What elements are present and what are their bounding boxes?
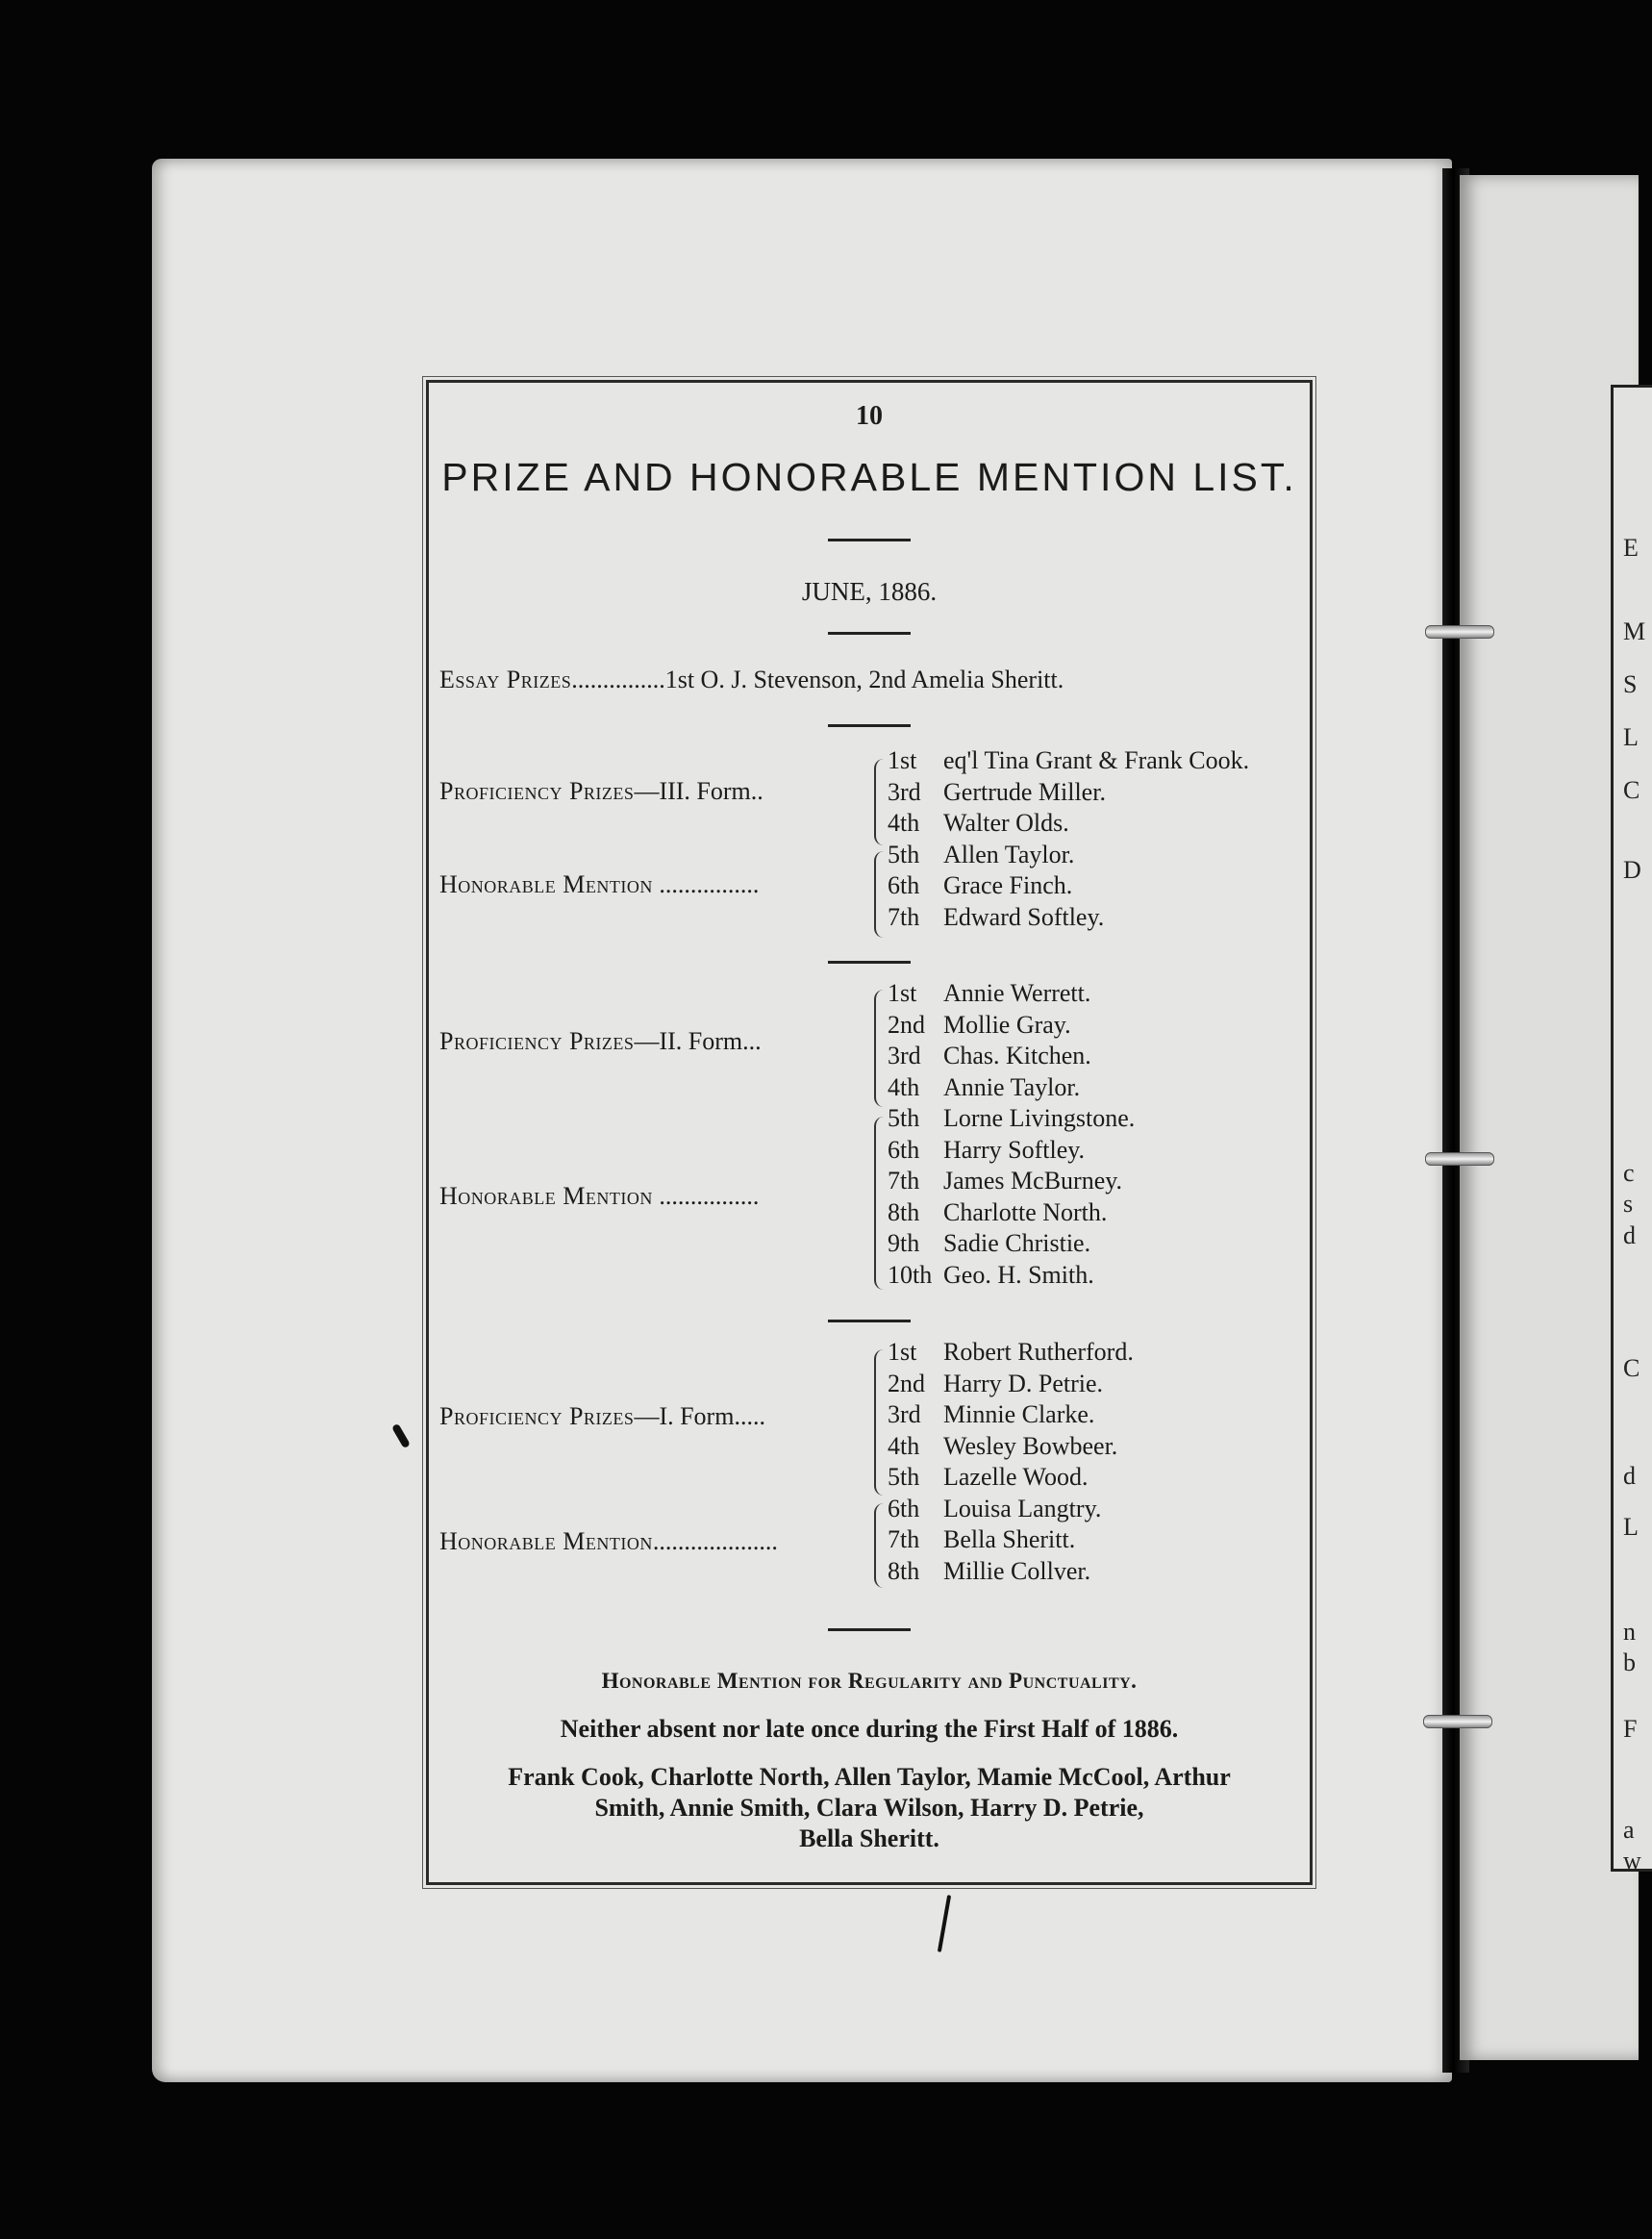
entry-name: Grace Finch. bbox=[943, 871, 1073, 899]
entry-rank: 6th bbox=[888, 1135, 920, 1164]
prize-entry bbox=[888, 1010, 1135, 1042]
entry-rank: 7th bbox=[888, 902, 920, 931]
facing-page-letter: c bbox=[1623, 1159, 1635, 1187]
entry-rank: 5th bbox=[888, 840, 920, 868]
entry-rank: 1st bbox=[888, 746, 917, 774]
prize-entry bbox=[888, 1103, 1135, 1135]
prize-entry bbox=[888, 1166, 1135, 1197]
leader-dots: ............... bbox=[571, 666, 665, 693]
entry-name: Gertrude Miller. bbox=[943, 777, 1106, 806]
entry-rank: 6th bbox=[888, 1494, 920, 1522]
entry-rank: 2nd bbox=[888, 1369, 925, 1397]
essay-prizes-winners: 1st O. J. Stevenson, 2nd Amelia Sheritt. bbox=[664, 666, 1064, 693]
entry-name: eq'l Tina Grant & Frank Cook. bbox=[943, 746, 1250, 774]
prize-entry bbox=[888, 1041, 1135, 1072]
regularity-heading: Honorable Mention for Regularity and Punctuality. bbox=[601, 1669, 1138, 1693]
divider bbox=[828, 1628, 911, 1631]
prize-entry bbox=[888, 1462, 1134, 1494]
regularity-names bbox=[426, 1762, 1313, 1854]
facing-page-letter: C bbox=[1623, 1354, 1640, 1382]
entry-rank: 6th bbox=[888, 871, 920, 899]
essay-prizes-row bbox=[439, 666, 1064, 694]
prize-entry bbox=[888, 978, 1135, 1010]
prize-entry bbox=[888, 1260, 1135, 1292]
brace bbox=[874, 990, 884, 1107]
entry-rank: 5th bbox=[888, 1463, 920, 1491]
entry-name: Bella Sheritt. bbox=[943, 1525, 1076, 1553]
names-line: Frank Cook, Charlotte North, Allen Taylor, Mamie McCool, Arthur bbox=[508, 1763, 1231, 1791]
entry-rank: 3rd bbox=[888, 1042, 921, 1069]
entry-name: Lazelle Wood. bbox=[943, 1463, 1089, 1491]
facing-page-letter: L bbox=[1623, 1513, 1639, 1541]
prize-entry bbox=[888, 1197, 1135, 1229]
prize-entry bbox=[888, 808, 1249, 840]
entry-rank: 2nd bbox=[888, 1010, 925, 1039]
entry-rank: 1st bbox=[888, 979, 917, 1007]
brace bbox=[874, 759, 884, 845]
form3-entries bbox=[888, 745, 1249, 933]
entry-rank: 8th bbox=[888, 1556, 920, 1585]
entry-name: Sadie Christie. bbox=[943, 1229, 1091, 1257]
facing-page-letter: L bbox=[1623, 723, 1639, 751]
prize-entry bbox=[888, 1431, 1134, 1463]
prize-entry bbox=[888, 870, 1249, 902]
entry-name: Annie Werrett. bbox=[943, 979, 1091, 1007]
entry-name: Mollie Gray. bbox=[943, 1010, 1071, 1039]
facing-page-letter: n bbox=[1623, 1618, 1636, 1646]
names-line: Smith, Annie Smith, Clara Wilson, Harry D. Petrie, bbox=[594, 1794, 1144, 1822]
entry-name: Walter Olds. bbox=[943, 809, 1069, 837]
entry-rank: 3rd bbox=[888, 1400, 921, 1428]
form2-entries bbox=[888, 978, 1135, 1291]
entry-name: Lorne Livingstone. bbox=[943, 1104, 1136, 1132]
entry-name: Minnie Clarke. bbox=[943, 1400, 1095, 1428]
facing-page-letter: s bbox=[1623, 1190, 1634, 1218]
prize-entry bbox=[888, 1556, 1134, 1588]
entry-rank: 4th bbox=[888, 1431, 920, 1460]
facing-page-letter: D bbox=[1623, 856, 1641, 884]
entry-name: Louisa Langtry. bbox=[943, 1494, 1102, 1522]
regularity-subheading: Neither absent nor late once during the First Half of 1886. bbox=[560, 1715, 1179, 1743]
prize-entry bbox=[888, 1228, 1135, 1260]
facing-page-letter: b bbox=[1623, 1648, 1636, 1676]
entry-name: Chas. Kitchen. bbox=[943, 1042, 1091, 1069]
entry-name: Wesley Bowbeer. bbox=[943, 1431, 1118, 1460]
facing-page-letter: C bbox=[1623, 776, 1640, 804]
form1-prizes-label: Proficiency Prizes—I. Form..... bbox=[439, 1402, 765, 1430]
page-title: PRIZE AND HONORABLE MENTION LIST. bbox=[441, 455, 1297, 499]
form2-mention-label: Honorable Mention ................ bbox=[439, 1182, 760, 1210]
list-date: JUNE, 1886. bbox=[801, 577, 938, 606]
form1-entries bbox=[888, 1337, 1134, 1587]
entry-name: Robert Rutherford. bbox=[943, 1338, 1134, 1366]
entry-rank: 4th bbox=[888, 1072, 920, 1101]
prize-entry bbox=[888, 777, 1249, 809]
binding-staple bbox=[1423, 1715, 1492, 1728]
brace bbox=[874, 1349, 884, 1496]
prize-entry bbox=[888, 1072, 1135, 1104]
entry-rank: 8th bbox=[888, 1197, 920, 1226]
form2-prizes-label: Proficiency Prizes—II. Form... bbox=[439, 1027, 762, 1055]
facing-page-letter: E bbox=[1623, 534, 1639, 562]
entry-name: Allen Taylor. bbox=[943, 840, 1075, 868]
entry-name: Millie Collver. bbox=[943, 1556, 1091, 1585]
facing-page-letter: d bbox=[1623, 1462, 1636, 1490]
names-line: Bella Sheritt. bbox=[799, 1824, 939, 1852]
entry-name: Geo. H. Smith. bbox=[943, 1260, 1094, 1289]
prize-entry bbox=[888, 1135, 1135, 1167]
entry-rank: 3rd bbox=[888, 777, 921, 806]
entry-rank: 1st bbox=[888, 1338, 917, 1366]
form3-prizes-label: Proficiency Prizes—III. Form.. bbox=[439, 777, 763, 805]
facing-page-letter: d bbox=[1623, 1221, 1636, 1249]
essay-prizes-label: Essay Prizes bbox=[439, 666, 572, 693]
prize-entry bbox=[888, 745, 1249, 777]
prize-entry bbox=[888, 1399, 1134, 1431]
facing-page-letter: w bbox=[1623, 1847, 1641, 1874]
divider bbox=[828, 632, 911, 635]
entry-name: Charlotte North. bbox=[943, 1197, 1108, 1226]
prize-list bbox=[426, 380, 1313, 1885]
prize-entry bbox=[888, 1524, 1134, 1556]
brace bbox=[874, 1503, 884, 1588]
facing-page-letter: F bbox=[1623, 1715, 1638, 1743]
facing-page-letter: M bbox=[1623, 617, 1646, 645]
entry-rank: 7th bbox=[888, 1167, 920, 1195]
entry-name: Harry Softley. bbox=[943, 1135, 1086, 1164]
facing-page-letter: a bbox=[1623, 1816, 1635, 1844]
prize-entry bbox=[888, 902, 1249, 934]
entry-name: Annie Taylor. bbox=[943, 1072, 1081, 1101]
entry-rank: 4th bbox=[888, 809, 920, 837]
divider bbox=[828, 1320, 911, 1322]
divider bbox=[828, 539, 911, 541]
entry-name: Harry D. Petrie. bbox=[943, 1369, 1104, 1397]
entry-name: Edward Softley. bbox=[943, 902, 1105, 931]
prize-entry bbox=[888, 1337, 1134, 1369]
binding-staple bbox=[1425, 1152, 1494, 1166]
entry-rank: 9th bbox=[888, 1229, 920, 1257]
prize-entry bbox=[888, 1369, 1134, 1400]
prize-entry bbox=[888, 840, 1249, 871]
entry-name: James McBurney. bbox=[943, 1167, 1123, 1195]
divider bbox=[828, 724, 911, 727]
brace bbox=[874, 1117, 884, 1290]
form3-mention-label: Honorable Mention ................ bbox=[439, 870, 760, 898]
facing-page-letter: S bbox=[1623, 670, 1638, 698]
divider bbox=[828, 961, 911, 964]
form1-mention-label: Honorable Mention.................... bbox=[439, 1527, 778, 1555]
page-number: 10 bbox=[856, 401, 883, 431]
entry-rank: 10th bbox=[888, 1260, 933, 1289]
brace bbox=[874, 851, 884, 938]
entry-rank: 5th bbox=[888, 1104, 920, 1132]
binding-staple bbox=[1425, 625, 1494, 639]
prize-entry bbox=[888, 1494, 1134, 1525]
entry-rank: 7th bbox=[888, 1525, 920, 1553]
